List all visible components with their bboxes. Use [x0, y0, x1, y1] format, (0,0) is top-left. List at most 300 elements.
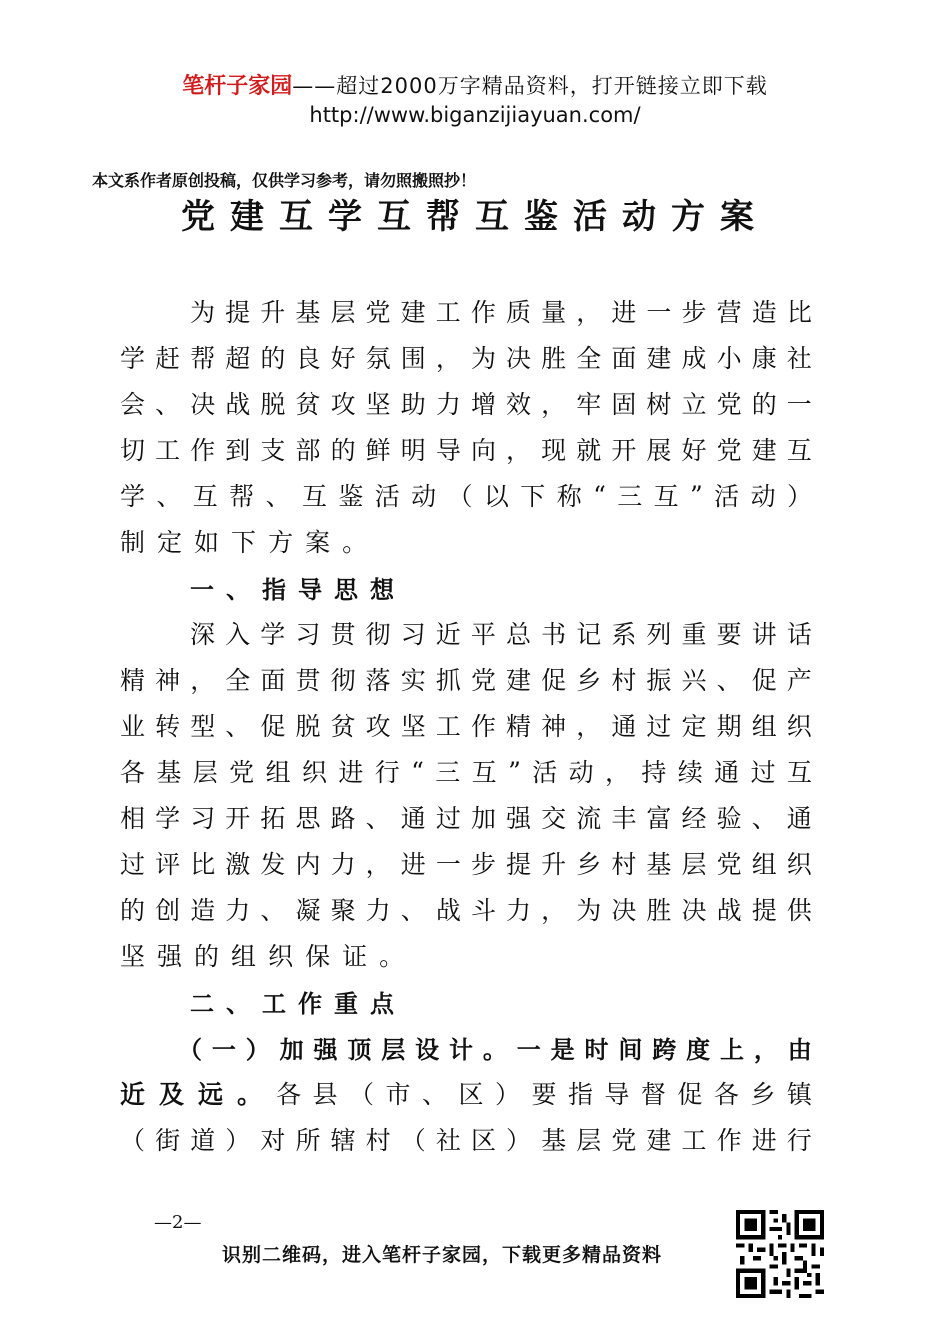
char: 进 — [751, 1126, 777, 1155]
text-line — [120, 334, 812, 380]
char: 的 — [260, 344, 286, 373]
char: 过 — [435, 804, 461, 833]
char: 计 — [449, 1035, 473, 1064]
char: 党 — [611, 1126, 637, 1155]
char: 加 — [279, 1035, 304, 1064]
char: 二 — [190, 989, 214, 1018]
char: 是 — [550, 1035, 575, 1064]
char: 决 — [681, 896, 707, 925]
char: 进 — [400, 850, 426, 879]
subsection-heading-line — [120, 1024, 812, 1070]
char: 战 — [716, 896, 742, 925]
char: 、 — [226, 989, 250, 1018]
char: 导 — [435, 436, 461, 465]
char: 帮 — [190, 344, 216, 373]
char: 学 — [155, 804, 181, 833]
char: 赶 — [155, 344, 181, 373]
char: 定 — [681, 712, 707, 741]
char: 决 — [611, 896, 637, 925]
regular-phrase — [276, 1075, 812, 1111]
char: 展 — [646, 436, 672, 465]
char: 升 — [541, 850, 567, 879]
char: 切 — [120, 436, 146, 465]
document-body — [120, 288, 812, 1162]
char: 辖 — [330, 1126, 356, 1155]
page-number: —2— — [154, 1212, 202, 1233]
char: 组 — [751, 712, 777, 741]
char: 动 — [411, 482, 437, 511]
char: （ — [349, 1080, 375, 1109]
char: 坚 — [365, 390, 391, 419]
char: 作 — [716, 1126, 742, 1155]
char: 如 — [194, 528, 220, 557]
char: 力 — [435, 390, 461, 419]
char: 工 — [435, 712, 461, 741]
char: 习 — [190, 804, 216, 833]
char: 、 — [155, 390, 181, 419]
char: 互 — [653, 482, 679, 511]
char: 思 — [295, 804, 321, 833]
char: 牢 — [576, 390, 602, 419]
char: 精 — [506, 712, 532, 741]
char: 工 — [681, 1126, 707, 1155]
char: 组 — [231, 942, 257, 971]
char: 提 — [225, 298, 251, 327]
char: 振 — [646, 666, 672, 695]
char: 互 — [192, 482, 218, 511]
char: 作 — [470, 712, 496, 741]
char: 要 — [716, 620, 742, 649]
char: ， — [365, 850, 391, 879]
char: 远 — [198, 1080, 224, 1109]
char: 坚 — [120, 942, 146, 971]
char: 点 — [370, 989, 394, 1018]
char: 贫 — [330, 712, 356, 741]
char: 帮 — [229, 482, 255, 511]
char: 强 — [506, 804, 532, 833]
char: 总 — [505, 620, 531, 649]
char: 彻 — [330, 666, 356, 695]
char: 党 — [365, 298, 391, 327]
char: 通 — [786, 804, 812, 833]
char: 业 — [120, 712, 146, 741]
char: 向 — [470, 436, 496, 465]
char: 党 — [716, 850, 742, 879]
char: 建 — [646, 1126, 672, 1155]
char: 聚 — [330, 896, 356, 925]
char: 贯 — [295, 666, 321, 695]
char: 三 — [617, 482, 643, 511]
char: 转 — [155, 712, 181, 741]
char: ， — [506, 436, 532, 465]
char: 就 — [576, 436, 602, 465]
char: 保 — [305, 942, 331, 971]
char: 层 — [192, 758, 218, 787]
char: 活 — [374, 482, 400, 511]
char: 以 — [483, 482, 509, 511]
char: 组 — [751, 850, 777, 879]
char: 区 — [458, 1080, 484, 1109]
char: 鲜 — [365, 436, 391, 465]
char: ） — [786, 482, 812, 511]
char: （ — [178, 1035, 202, 1064]
text-line — [120, 518, 812, 564]
char: 康 — [751, 344, 777, 373]
char: 党 — [470, 666, 496, 695]
char: 的 — [751, 390, 777, 419]
char: 下 — [520, 482, 546, 511]
char: 深 — [190, 620, 216, 649]
char: 党 — [716, 436, 742, 465]
char: 持 — [641, 758, 667, 787]
char: 思 — [334, 575, 358, 604]
char: ， — [190, 666, 216, 695]
char: 全 — [225, 666, 251, 695]
char: 为 — [190, 298, 216, 327]
char: 供 — [786, 896, 812, 925]
char: 进 — [611, 298, 637, 327]
char: 过 — [646, 712, 672, 741]
document-title: 党建互学互帮互鉴活动方案 — [181, 197, 769, 237]
char: 作 — [470, 298, 496, 327]
header-url[interactable]: http://www.biganzijiayuan.com/ — [309, 103, 641, 127]
char: 的 — [194, 942, 220, 971]
char: 面 — [611, 344, 637, 373]
char: 镇 — [786, 1080, 812, 1109]
text-line — [120, 380, 812, 426]
char: 时 — [584, 1035, 609, 1064]
char: 促 — [677, 1080, 703, 1109]
char: 验 — [716, 804, 742, 833]
char: 社 — [435, 1126, 461, 1155]
char: 互 — [786, 436, 812, 465]
char: 创 — [155, 896, 181, 925]
char: 提 — [751, 896, 777, 925]
char: 学 — [260, 620, 286, 649]
char: 过 — [750, 758, 776, 787]
char: ） — [506, 1126, 532, 1155]
char: 、 — [365, 804, 391, 833]
char: 作 — [298, 989, 322, 1018]
text-line — [120, 656, 812, 702]
char: 下 — [231, 528, 257, 557]
char: 导 — [298, 575, 322, 604]
char: 组 — [265, 758, 291, 787]
char: 步 — [470, 850, 496, 879]
char: 明 — [400, 436, 426, 465]
char: 营 — [716, 298, 742, 327]
char: 发 — [260, 850, 286, 879]
char: 列 — [646, 620, 672, 649]
char: 建 — [646, 344, 672, 373]
char: 行 — [374, 758, 400, 787]
char: 想 — [370, 575, 394, 604]
char: 坚 — [400, 712, 426, 741]
char: 续 — [677, 758, 703, 787]
qr-code-icon[interactable] — [736, 1210, 824, 1298]
char: 效 — [506, 390, 532, 419]
char: 经 — [681, 804, 707, 833]
char: 力 — [506, 896, 532, 925]
char: 近 — [120, 1080, 146, 1109]
char: 现 — [541, 436, 567, 465]
char: 作 — [190, 436, 216, 465]
char: 基 — [541, 1126, 567, 1155]
char: 社 — [786, 344, 812, 373]
char: 产 — [786, 666, 812, 695]
char: 凝 — [295, 896, 321, 925]
char: 富 — [646, 804, 672, 833]
char: 路 — [330, 804, 356, 833]
char: 精 — [120, 666, 146, 695]
char: 。 — [482, 1035, 507, 1064]
char: 基 — [646, 850, 672, 879]
text-line — [120, 886, 812, 932]
char: 学 — [120, 482, 146, 511]
char: 的 — [330, 436, 356, 465]
char: 比 — [786, 298, 812, 327]
char: 活 — [714, 482, 740, 511]
char: 由 — [787, 1035, 812, 1064]
char: 各 — [276, 1080, 302, 1109]
char: 习 — [295, 620, 321, 649]
char: 各 — [120, 758, 146, 787]
char: 支 — [260, 436, 286, 465]
char: 近 — [435, 620, 461, 649]
char: 丰 — [611, 804, 637, 833]
char: 工 — [262, 989, 286, 1018]
char: 促 — [260, 712, 286, 741]
char: 激 — [225, 850, 251, 879]
char: 街 — [155, 1126, 181, 1155]
text-line — [120, 610, 812, 656]
char: 导 — [604, 1080, 630, 1109]
char: 量 — [541, 298, 567, 327]
copyright-notice: 本文系作者原创投稿，仅供学习参考，请勿照搬照抄！ — [92, 171, 477, 190]
char: 造 — [751, 298, 777, 327]
char: 面 — [260, 666, 286, 695]
char: 一 — [786, 390, 812, 419]
text-line — [120, 748, 812, 794]
char: 强 — [157, 942, 183, 971]
char: 织 — [786, 712, 812, 741]
char: 织 — [786, 850, 812, 879]
text-line — [120, 702, 812, 748]
char: 固 — [611, 390, 637, 419]
char: 村 — [365, 1126, 391, 1155]
char: 为 — [470, 344, 496, 373]
char: 所 — [295, 1126, 321, 1155]
char: 比 — [190, 850, 216, 879]
char: 互 — [471, 758, 497, 787]
char: 会 — [120, 390, 146, 419]
char: 互 — [786, 758, 812, 787]
char: 提 — [506, 850, 532, 879]
char: 通 — [400, 804, 426, 833]
char: 村 — [611, 850, 637, 879]
text-line — [120, 1116, 812, 1162]
char: 、 — [716, 666, 742, 695]
char: 书 — [541, 620, 567, 649]
char: 攻 — [330, 390, 356, 419]
char: 为 — [576, 896, 602, 925]
char: 全 — [576, 344, 602, 373]
char: 话 — [786, 620, 812, 649]
char: 力 — [365, 896, 391, 925]
char: 通 — [714, 758, 740, 787]
char: 评 — [155, 850, 181, 879]
char: 战 — [435, 896, 461, 925]
char: 相 — [120, 804, 146, 833]
char: 工 — [435, 298, 461, 327]
char: 超 — [225, 344, 251, 373]
char: 一 — [211, 1035, 236, 1064]
char: ） — [225, 1126, 251, 1155]
char: 织 — [268, 942, 294, 971]
char: ） — [245, 1035, 270, 1064]
text-line — [120, 288, 812, 334]
char: （ — [120, 1126, 146, 1155]
char: 神 — [155, 666, 181, 695]
char: 、 — [265, 482, 291, 511]
char: 层 — [381, 1035, 406, 1064]
char: 一 — [646, 298, 672, 327]
text-line-mixed — [120, 1070, 812, 1116]
text-line — [120, 932, 812, 978]
char: 重 — [681, 620, 707, 649]
char: 。 — [379, 942, 405, 971]
char: 工 — [155, 436, 181, 465]
char: 村 — [611, 666, 637, 695]
char: 间 — [618, 1035, 643, 1064]
char: 造 — [190, 896, 216, 925]
char: 氛 — [365, 344, 391, 373]
char: 强 — [313, 1035, 338, 1064]
char: 重 — [334, 989, 358, 1018]
char: 神 — [541, 712, 567, 741]
char: 开 — [611, 436, 637, 465]
char: 助 — [400, 390, 426, 419]
section-heading — [120, 564, 812, 610]
char: 证 — [342, 942, 368, 971]
text-line — [120, 426, 812, 472]
char: 建 — [506, 666, 532, 695]
char: ” — [508, 756, 521, 786]
char: 型 — [190, 712, 216, 741]
text-line — [120, 794, 812, 840]
char: 交 — [541, 804, 567, 833]
char: 基 — [156, 758, 182, 787]
char: 兴 — [681, 666, 707, 695]
char: “ — [593, 480, 606, 510]
section-heading — [120, 978, 812, 1024]
char: 决 — [506, 344, 532, 373]
brand-name[interactable]: 笔杆子家园 — [182, 73, 293, 99]
char: 彻 — [365, 620, 391, 649]
char: 乡 — [750, 1080, 776, 1109]
char: 好 — [330, 344, 356, 373]
char: 到 — [225, 436, 251, 465]
char: 一 — [190, 575, 214, 604]
char: 树 — [646, 390, 672, 419]
char: 党 — [716, 390, 742, 419]
char: 乡 — [576, 666, 602, 695]
char: 通 — [611, 712, 637, 741]
char: 拓 — [260, 804, 286, 833]
char: 质 — [505, 298, 531, 327]
header-tagline: ——超过2000万字精品资料，打开链接立即下载 — [292, 74, 768, 98]
char: ， — [541, 390, 567, 419]
char: 县 — [312, 1080, 338, 1109]
char: 力 — [225, 896, 251, 925]
char: 织 — [301, 758, 327, 787]
char: 建 — [400, 298, 426, 327]
char: 促 — [541, 666, 567, 695]
char: 动 — [568, 758, 594, 787]
char: 脱 — [260, 390, 286, 419]
char: ） — [494, 1080, 520, 1109]
char: 期 — [716, 712, 742, 741]
char: 进 — [338, 758, 364, 787]
char: 、 — [226, 575, 250, 604]
char: 的 — [120, 896, 146, 925]
char: 、 — [751, 804, 777, 833]
char: 讲 — [751, 620, 777, 649]
char: 定 — [157, 528, 183, 557]
char: 部 — [295, 436, 321, 465]
char: 。 — [342, 528, 368, 557]
char: 实 — [400, 666, 426, 695]
char: 升 — [260, 298, 286, 327]
char: 胜 — [646, 896, 672, 925]
char: 系 — [611, 620, 637, 649]
char: 案 — [305, 528, 331, 557]
char: ， — [435, 344, 461, 373]
char: 制 — [120, 528, 146, 557]
char: 称 — [556, 482, 582, 511]
char: 记 — [576, 620, 602, 649]
char: 。 — [237, 1080, 263, 1109]
char: 一 — [516, 1035, 541, 1064]
char: 行 — [786, 1126, 812, 1155]
char: 互 — [301, 482, 327, 511]
char: 基 — [295, 298, 321, 327]
char: 设 — [415, 1035, 440, 1064]
char: 落 — [365, 666, 391, 695]
bold-phrase — [120, 1075, 262, 1111]
char: 入 — [225, 620, 251, 649]
char: 习 — [400, 620, 426, 649]
char: 各 — [713, 1080, 739, 1109]
char: 乡 — [576, 850, 602, 879]
char: 层 — [681, 850, 707, 879]
char: 良 — [295, 344, 321, 373]
char: 市 — [385, 1080, 411, 1109]
char: 抓 — [435, 666, 461, 695]
char: 指 — [262, 575, 286, 604]
char: 流 — [576, 804, 602, 833]
char: 、 — [422, 1080, 448, 1109]
footer-text: 识别二维码，进入笔杆子家园，下载更多精品资料 — [222, 1244, 663, 1266]
char: 三 — [435, 758, 461, 787]
char: 内 — [295, 850, 321, 879]
char: 指 — [567, 1080, 593, 1109]
char: ， — [605, 758, 631, 787]
char: 党 — [229, 758, 255, 787]
char: 脱 — [295, 712, 321, 741]
char: ” — [690, 480, 703, 510]
char: 要 — [531, 1080, 557, 1109]
